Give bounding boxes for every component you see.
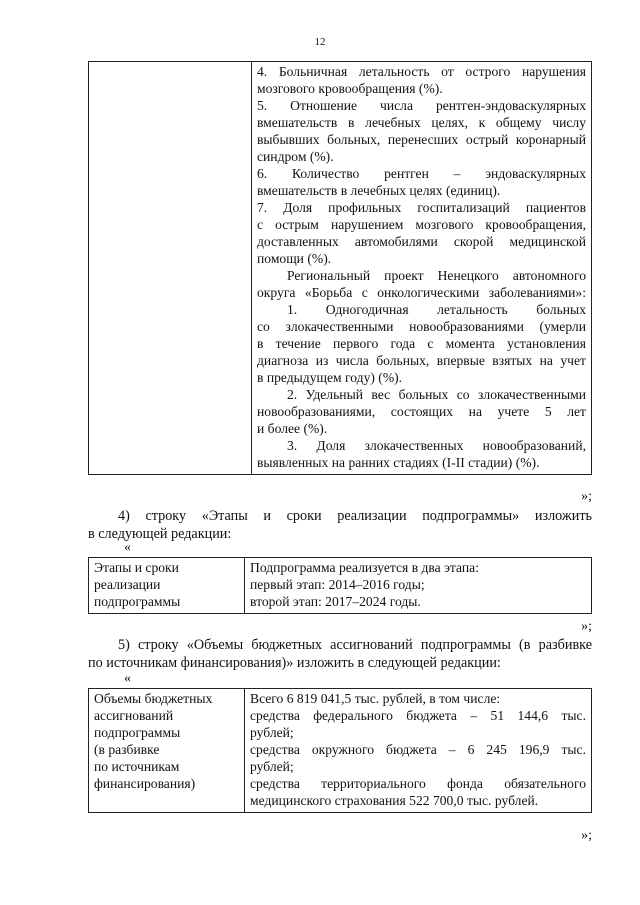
budget-left-cell <box>89 689 245 813</box>
opening-quote-2: « <box>124 671 131 686</box>
indicators-left-cell <box>89 62 252 475</box>
indicator-7-line1: 7. Доля профильных госпитализаций пациентов <box>257 200 586 215</box>
indicators-right-cell <box>252 62 592 475</box>
indicator-4-line1: 4. Больничная летальность от острого нарушения <box>257 64 586 79</box>
project-item-1-line1: 1. Одногодичная летальность больных <box>287 302 586 317</box>
budget-okrug-line2: рублей; <box>250 759 294 774</box>
paragraph-5-line1: 5) строку «Объемы бюджетных ассигнований подпрограммы (в разбивке <box>118 637 592 653</box>
budget-fund-line2: медицинского страхования 522 700,0 тыс. рублей. <box>250 793 539 808</box>
budget-okrug-line1: средства окружного бюджета – 6 245 196,9 тыс. <box>250 742 586 757</box>
budget-left-line4: (в разбивке <box>94 742 160 757</box>
stages-left-cell <box>89 558 245 614</box>
budget-left-line2: ассигнований <box>94 708 174 723</box>
paragraph-5-line2: по источникам финансирования)» изложить в следующей редакции: <box>88 655 501 671</box>
project-item-3-line2: выявленных на ранних стадиях (I-II стадии) (%). <box>257 455 540 470</box>
project-item-3-line1: 3. Доля злокачественных новообразований, <box>287 438 586 453</box>
paragraph-5 <box>88 636 592 672</box>
project-item-1-line2: со злокачественными новообразованиями (умерли <box>257 319 586 334</box>
budget-left-line1: Объемы бюджетных <box>94 691 213 706</box>
indicator-6-line1: 6. Количество рентген – эндоваскулярных <box>257 166 586 181</box>
opening-quote-1: « <box>124 540 131 555</box>
stages-right-line1: Подпрограмма реализуется в два этапа: <box>250 560 479 575</box>
budget-left-line3: подпрограммы <box>94 725 181 740</box>
budget-total: Всего 6 819 041,5 тыс. рублей, в том числе: <box>250 691 501 706</box>
stages-right-line2: первый этап: 2014–2016 годы; <box>250 577 425 592</box>
indicator-7-line3: доставленных автомобилями скорой медицинской <box>257 234 586 249</box>
indicator-5-line4: синдром (%). <box>257 149 334 164</box>
indicator-6-line2: вмешательств в лечебных целях (единиц). <box>257 183 501 198</box>
budget-left-line5: по источникам <box>94 759 180 774</box>
closing-quote-1: »; <box>581 489 592 504</box>
budget-right-cell <box>245 689 592 813</box>
paragraph-4-line2: в следующей редакции: <box>88 526 232 542</box>
project-item-2-line3: и более (%). <box>257 421 328 436</box>
indicator-5-line3: выбывших больных, перенесших острый коронарный <box>257 132 586 147</box>
budget-federal-line1: средства федерального бюджета – 51 144,6 тыс. <box>250 708 586 723</box>
stages-left-line3: подпрограммы <box>94 594 181 609</box>
project-item-1-line5: в предыдущем году) (%). <box>257 370 403 385</box>
stages-left-line2: реализации <box>94 577 161 592</box>
project-item-1-line4: диагноза из числа больных, впервые взятых на учет <box>257 353 586 368</box>
indicator-7-line4: помощи (%). <box>257 251 332 266</box>
indicator-4-line2: мозгового кровообращения (%). <box>257 81 443 96</box>
closing-quote-2: »; <box>581 619 592 634</box>
stages-left-line1: Этапы и сроки <box>94 560 179 575</box>
paragraph-4-line1: 4) строку «Этапы и сроки реализации подпрограммы» изложить <box>118 508 592 524</box>
budget-fund-line1: средства территориального фонда обязательного <box>250 776 586 791</box>
stages-right-line3: второй этап: 2017–2024 годы. <box>250 594 421 609</box>
project-title-line1: Региональный проект Ненецкого автономного <box>287 268 586 283</box>
stages-table <box>88 557 592 614</box>
paragraph-4 <box>88 507 592 543</box>
indicator-7-line2: с острым нарушением мозгового кровообращения, <box>257 217 586 232</box>
closing-quote-3: »; <box>581 828 592 843</box>
page-number: 12 <box>314 36 326 48</box>
indicator-5-line1: 5. Отношение числа рентген-эндоваскулярных <box>257 98 586 113</box>
project-item-2-line1: 2. Удельный вес больных со злокачественными <box>287 387 586 402</box>
project-item-2-line2: новообразованиями, состоящих на учете 5 лет <box>257 404 586 419</box>
stages-right-cell <box>245 558 592 614</box>
budget-left-line6: финансирования) <box>94 776 196 791</box>
indicators-table <box>88 61 592 475</box>
budget-table <box>88 688 592 813</box>
project-item-1-line3: в течение первого года с момента установления <box>257 336 586 351</box>
indicator-5-line2: вмешательств в лечебных целях, к общему числу <box>257 115 586 130</box>
project-title-line2: округа «Борьба с онкологическими заболеваниями»: <box>257 285 586 300</box>
budget-federal-line2: рублей; <box>250 725 294 740</box>
